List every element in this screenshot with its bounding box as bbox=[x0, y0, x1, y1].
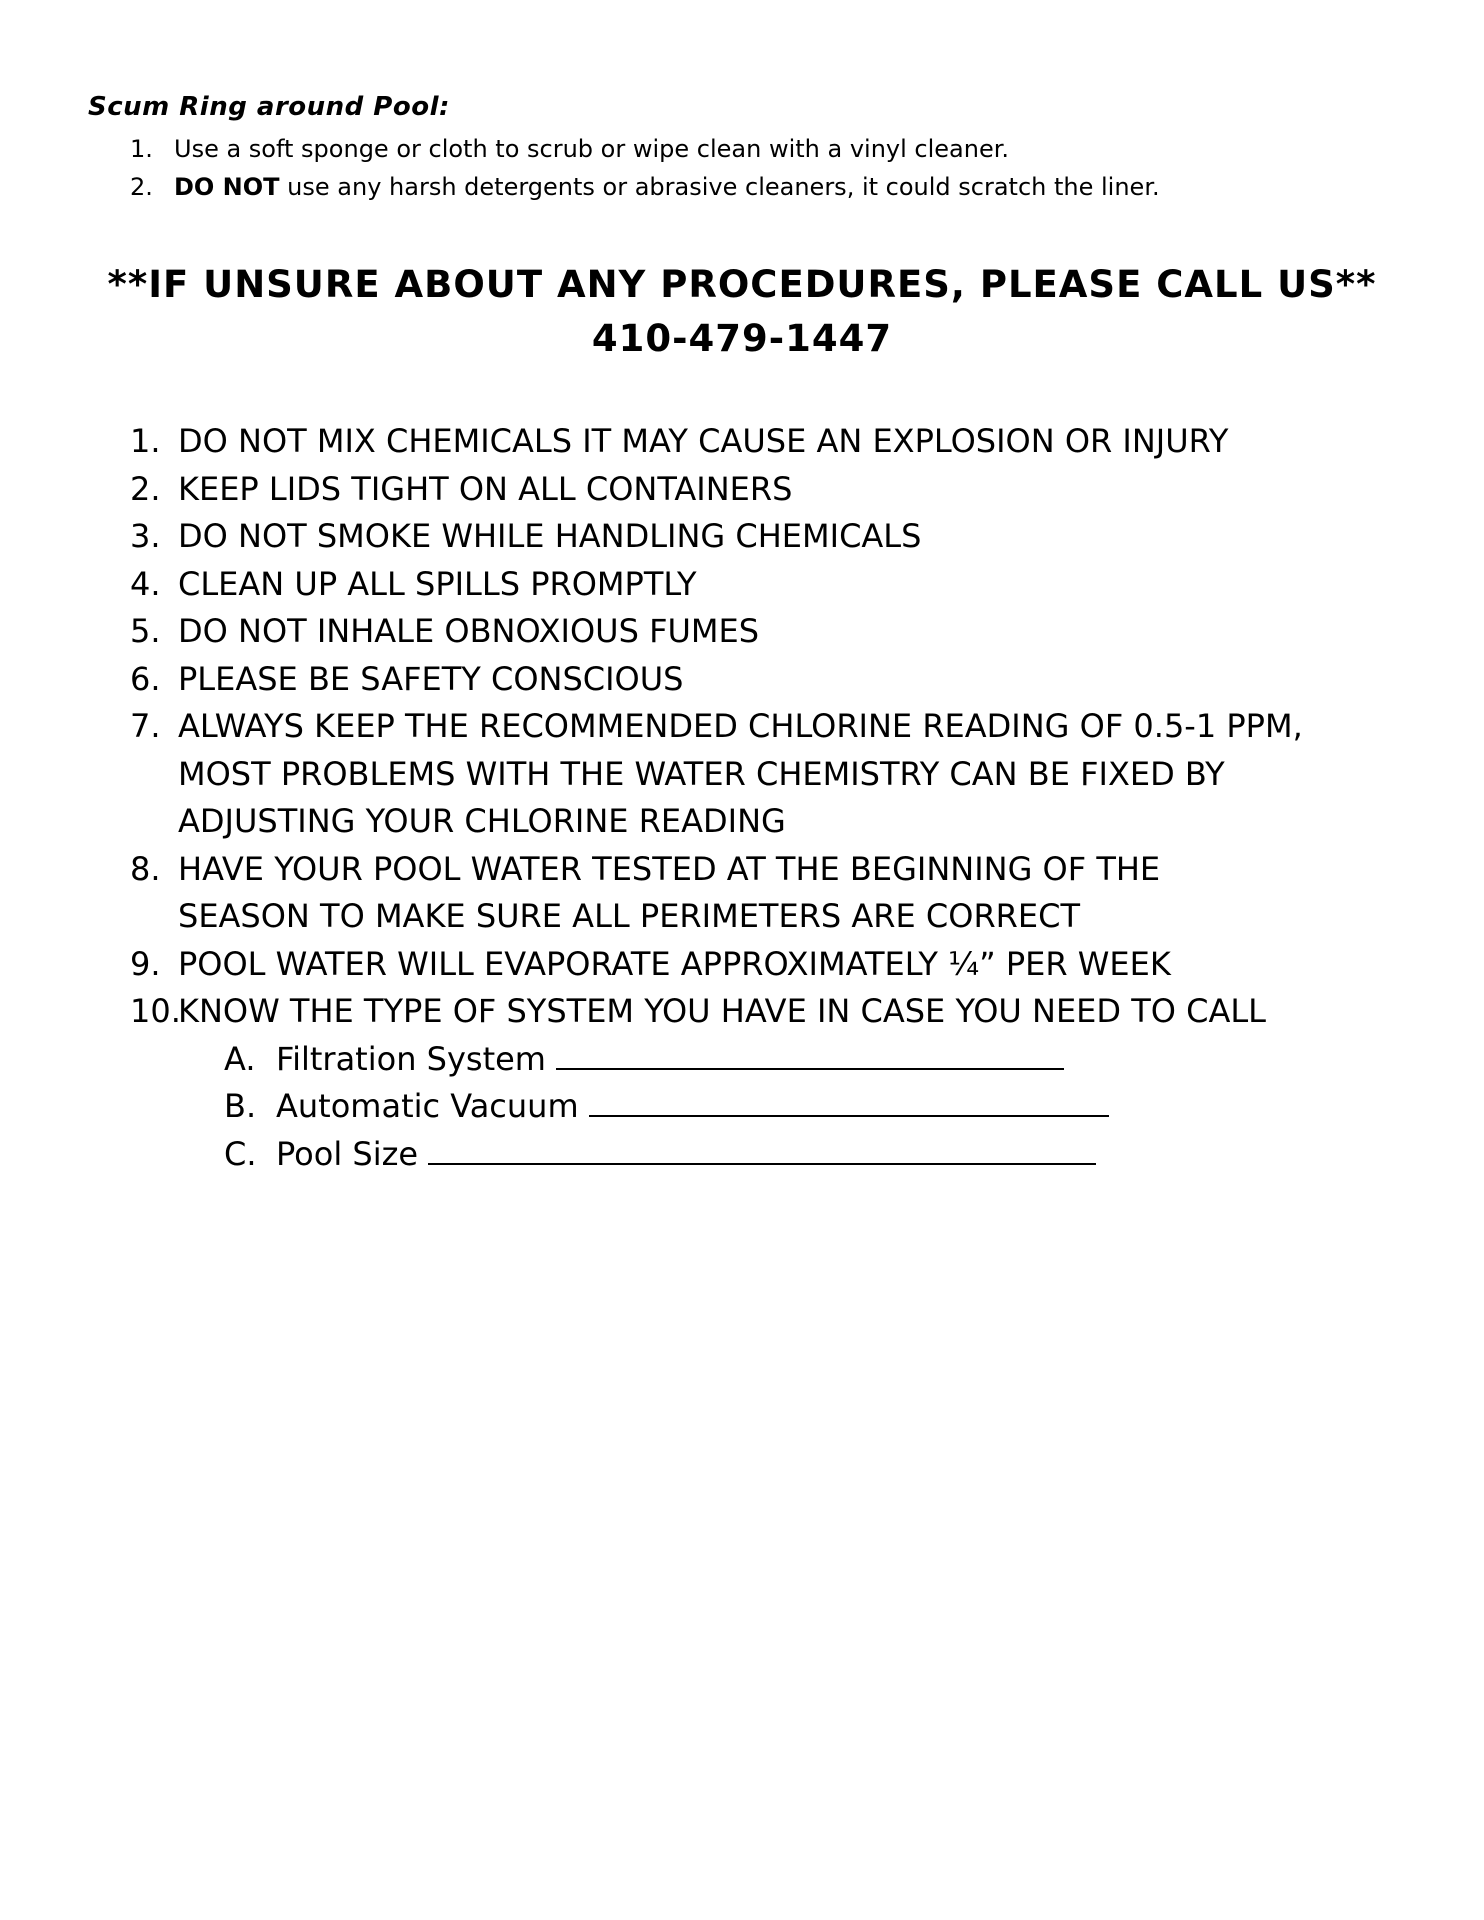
list-item bbox=[224, 1083, 1303, 1131]
list-item bbox=[130, 130, 1160, 168]
item-text: CLEAN UP ALL SPILLS PROMPTLY bbox=[178, 564, 697, 603]
item-text: DO NOT SMOKE WHILE HANDLING CHEMICALS bbox=[178, 517, 922, 555]
scum-ring-instructions bbox=[130, 130, 1160, 206]
item-number: 1. bbox=[130, 135, 153, 163]
list-item bbox=[130, 703, 1303, 846]
item-text: DO NOT INHALE OBNOXIOUS FUMES bbox=[178, 612, 760, 650]
item-letter: B. bbox=[224, 1087, 257, 1125]
list-item bbox=[130, 561, 1303, 609]
item-number: 1. bbox=[130, 422, 161, 460]
item-number: 2. bbox=[130, 173, 153, 201]
filtration-system-blank[interactable] bbox=[556, 1038, 1064, 1070]
item-letter: A. bbox=[224, 1039, 256, 1078]
list-item bbox=[130, 418, 1303, 466]
item-letter: C. bbox=[224, 1134, 257, 1173]
phone-number: 410-479-1447 bbox=[591, 317, 893, 360]
item-text-line: HAVE YOUR POOL WATER TESTED AT THE BEGINNING OF THE bbox=[178, 849, 1161, 888]
item-text: Use a soft sponge or cloth to scrub or wipe clean with a vinyl cleaner. bbox=[174, 135, 1010, 163]
item-text-line: MOST PROBLEMS WITH THE WATER CHEMISTRY CAN BE FIXED BY bbox=[178, 754, 1225, 793]
item-text: KNOW THE TYPE OF SYSTEM YOU HAVE IN CASE YOU NEED TO CALL bbox=[178, 992, 1266, 1030]
call-us-callout bbox=[0, 258, 1484, 366]
list-item bbox=[224, 1131, 1303, 1179]
item-number: 3. bbox=[130, 517, 161, 555]
item-number: 5. bbox=[130, 612, 161, 650]
item-emphasis: DO NOT bbox=[174, 173, 280, 201]
item-text: use any harsh detergents or abrasive cleaners, it could scratch the liner. bbox=[279, 173, 1160, 201]
list-item bbox=[130, 608, 1303, 656]
scum-ring-heading: Scum Ring around Pool: bbox=[88, 92, 450, 122]
automatic-vacuum-blank[interactable] bbox=[589, 1085, 1109, 1117]
item-text: DO NOT MIX CHEMICALS IT MAY CAUSE AN EXPLOSION OR INJURY bbox=[178, 422, 1229, 460]
safety-rules-list bbox=[130, 418, 1303, 1178]
field-label: Pool Size bbox=[276, 1134, 419, 1173]
field-label: Automatic Vacuum bbox=[276, 1087, 579, 1125]
pool-size-blank[interactable] bbox=[428, 1133, 1096, 1165]
list-item bbox=[130, 988, 1303, 1178]
item-text: KEEP LIDS TIGHT ON ALL CONTAINERS bbox=[178, 469, 793, 508]
item-number: 2. bbox=[130, 469, 161, 508]
list-item bbox=[130, 656, 1303, 704]
item-number: 10. bbox=[130, 992, 181, 1030]
item-text: PLEASE BE SAFETY CONSCIOUS bbox=[178, 659, 684, 698]
list-item bbox=[130, 846, 1303, 941]
item-number: 8. bbox=[130, 849, 161, 888]
item-text-line: ALWAYS KEEP THE RECOMMENDED CHLORINE READING OF 0.5-1 PPM, bbox=[178, 707, 1303, 745]
callout-text: **IF UNSURE ABOUT ANY PROCEDURES, PLEASE CALL US** bbox=[107, 263, 1377, 306]
item-number: 6. bbox=[130, 659, 161, 698]
list-item bbox=[224, 1036, 1303, 1084]
item-number: 9. bbox=[130, 944, 161, 983]
list-item bbox=[130, 168, 1160, 206]
system-fields-list bbox=[178, 1036, 1303, 1179]
list-item bbox=[130, 466, 1303, 514]
item-number: 7. bbox=[130, 707, 161, 745]
item-text: POOL WATER WILL EVAPORATE APPROXIMATELY ¼” PER WEEK bbox=[178, 944, 1171, 983]
item-number: 4. bbox=[130, 564, 161, 603]
item-text-line: ADJUSTING YOUR CHLORINE READING bbox=[178, 802, 786, 840]
list-item bbox=[130, 513, 1303, 561]
field-label: Filtration System bbox=[276, 1039, 546, 1078]
item-text-line: SEASON TO MAKE SURE ALL PERIMETERS ARE CORRECT bbox=[178, 897, 1081, 935]
list-item bbox=[130, 941, 1303, 989]
